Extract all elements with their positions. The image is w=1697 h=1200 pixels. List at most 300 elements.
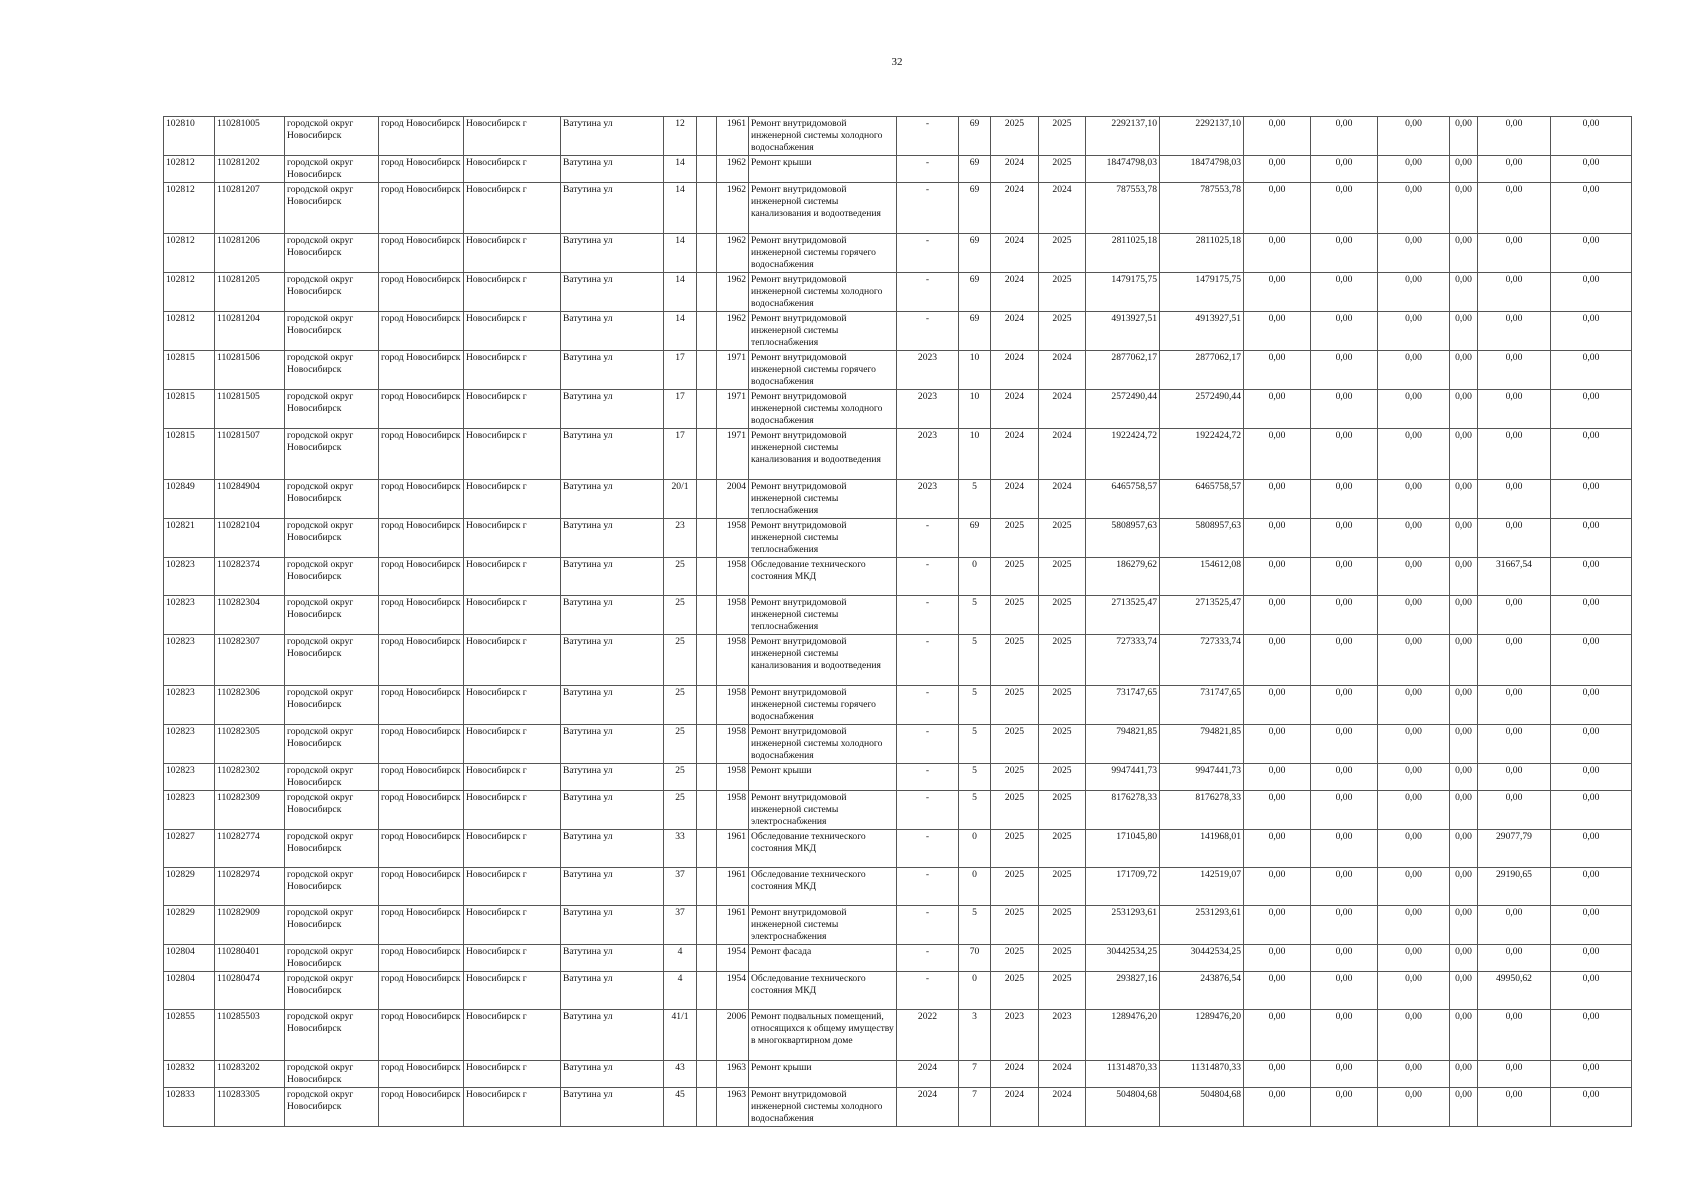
table-cell: 2292137,10 bbox=[1086, 117, 1160, 156]
table-cell bbox=[697, 480, 717, 519]
table-cell: город Новосибирск bbox=[379, 906, 464, 945]
table-cell: 787553,78 bbox=[1160, 183, 1244, 234]
table-cell: 504804,68 bbox=[1160, 1088, 1244, 1127]
table-cell: 727333,74 bbox=[1086, 635, 1160, 686]
table-cell: 0,00 bbox=[1378, 429, 1450, 480]
table-cell: 243876,54 bbox=[1160, 972, 1244, 1010]
table-cell: городской округ Новосибирск bbox=[285, 1061, 379, 1088]
table-cell: 31667,54 bbox=[1478, 558, 1551, 596]
table-cell: Ремонт крыши bbox=[749, 1061, 897, 1088]
table-cell: 0,00 bbox=[1551, 972, 1632, 1010]
table-cell: - bbox=[897, 117, 959, 156]
table-cell: 0,00 bbox=[1244, 791, 1311, 830]
table-cell: 1961 bbox=[717, 830, 749, 868]
table-cell: 25 bbox=[664, 686, 697, 725]
table-cell: 102823 bbox=[164, 596, 215, 635]
table-cell: 171045,80 bbox=[1086, 830, 1160, 868]
table-cell: 0,00 bbox=[1450, 273, 1478, 312]
table-cell: 0,00 bbox=[1478, 945, 1551, 972]
table-cell: Ватутина ул bbox=[561, 351, 664, 390]
table-cell: 0,00 bbox=[1551, 519, 1632, 558]
table-cell: 2024 bbox=[1039, 351, 1086, 390]
table-cell: 2024 bbox=[991, 234, 1039, 273]
table-cell: 102829 bbox=[164, 906, 215, 945]
table-cell: 0,00 bbox=[1378, 480, 1450, 519]
table-cell: 2024 bbox=[897, 1061, 959, 1088]
table-cell: Ремонт подвальных помещений, относящихся к общему имуществу в многоквартирном доме bbox=[749, 1010, 897, 1061]
table-cell: 0,00 bbox=[1311, 791, 1378, 830]
table-row bbox=[164, 945, 1632, 972]
table-cell: 0,00 bbox=[1244, 558, 1311, 596]
table-cell bbox=[697, 117, 717, 156]
table-cell: городской округ Новосибирск bbox=[285, 725, 379, 764]
table-cell: 0,00 bbox=[1311, 1088, 1378, 1127]
table-cell: Ремонт внутридомовой инженерной системы теплоснабжения bbox=[749, 519, 897, 558]
table-cell: городской округ Новосибирск bbox=[285, 764, 379, 791]
table-cell: 0,00 bbox=[1478, 1088, 1551, 1127]
table-cell: 186279,62 bbox=[1086, 558, 1160, 596]
table-row bbox=[164, 1088, 1632, 1127]
table-cell: 0,00 bbox=[1311, 945, 1378, 972]
table-cell: городской округ Новосибирск bbox=[285, 156, 379, 183]
table-cell: 0,00 bbox=[1450, 764, 1478, 791]
table-cell: 0,00 bbox=[1311, 972, 1378, 1010]
table-cell: 5808957,63 bbox=[1086, 519, 1160, 558]
table-cell: 0,00 bbox=[1551, 1061, 1632, 1088]
table-cell: - bbox=[897, 972, 959, 1010]
table-cell: 2024 bbox=[991, 429, 1039, 480]
table-cell bbox=[697, 972, 717, 1010]
table-cell: 2025 bbox=[1039, 519, 1086, 558]
table-cell: 0,00 bbox=[1478, 725, 1551, 764]
page-number: 32 bbox=[891, 56, 903, 68]
table-cell: 0,00 bbox=[1378, 791, 1450, 830]
table-cell: 2024 bbox=[1039, 480, 1086, 519]
table-cell: городской округ Новосибирск bbox=[285, 791, 379, 830]
table-cell: Ватутина ул bbox=[561, 558, 664, 596]
table-cell bbox=[697, 686, 717, 725]
table-cell: 2025 bbox=[1039, 945, 1086, 972]
table-cell: - bbox=[897, 945, 959, 972]
table-cell: 0,00 bbox=[1378, 1061, 1450, 1088]
table-cell: Ватутина ул bbox=[561, 234, 664, 273]
table-cell: 2024 bbox=[991, 273, 1039, 312]
table-cell: 0,00 bbox=[1478, 351, 1551, 390]
table-cell: 17 bbox=[664, 429, 697, 480]
table-cell: 2025 bbox=[991, 519, 1039, 558]
table-cell: 102812 bbox=[164, 234, 215, 273]
table-cell: 0,00 bbox=[1551, 764, 1632, 791]
table-cell: Новосибирск г bbox=[464, 830, 561, 868]
table-cell: городской округ Новосибирск bbox=[285, 351, 379, 390]
table-cell: 2292137,10 bbox=[1160, 117, 1244, 156]
table-cell: Ватутина ул bbox=[561, 906, 664, 945]
table-cell: 0,00 bbox=[1244, 725, 1311, 764]
table-cell: 794821,85 bbox=[1086, 725, 1160, 764]
table-cell: 2025 bbox=[1039, 906, 1086, 945]
table-cell: Ватутина ул bbox=[561, 635, 664, 686]
table-cell: 0,00 bbox=[1311, 273, 1378, 312]
table-cell: 2713525,47 bbox=[1086, 596, 1160, 635]
table-cell: Новосибирск г bbox=[464, 117, 561, 156]
table-cell: Новосибирск г bbox=[464, 480, 561, 519]
table-cell: 0,00 bbox=[1450, 1010, 1478, 1061]
table-cell: 0,00 bbox=[1450, 480, 1478, 519]
table-cell: 1958 bbox=[717, 558, 749, 596]
table-cell: 0,00 bbox=[1378, 830, 1450, 868]
table-cell: 110283305 bbox=[215, 1088, 285, 1127]
table-cell: - bbox=[897, 868, 959, 906]
table-cell: 0,00 bbox=[1311, 764, 1378, 791]
table-cell: 110281505 bbox=[215, 390, 285, 429]
table-cell: 69 bbox=[959, 117, 991, 156]
table-cell: 0,00 bbox=[1450, 351, 1478, 390]
table-cell: 2572490,44 bbox=[1160, 390, 1244, 429]
table-cell: 0,00 bbox=[1450, 1088, 1478, 1127]
table-cell: 2025 bbox=[991, 972, 1039, 1010]
table-cell: 0,00 bbox=[1378, 1088, 1450, 1127]
table-cell: 10 bbox=[959, 351, 991, 390]
table-cell: 141968,01 bbox=[1160, 830, 1244, 868]
table-cell: 110282305 bbox=[215, 725, 285, 764]
table-cell: 69 bbox=[959, 273, 991, 312]
table-cell: 0,00 bbox=[1478, 519, 1551, 558]
table-cell: 69 bbox=[959, 312, 991, 351]
table-cell: 0,00 bbox=[1450, 183, 1478, 234]
table-cell: 1958 bbox=[717, 791, 749, 830]
table-cell: 293827,16 bbox=[1086, 972, 1160, 1010]
table-cell: 0,00 bbox=[1378, 635, 1450, 686]
table-cell: Новосибирск г bbox=[464, 1010, 561, 1061]
table-cell: 0,00 bbox=[1450, 906, 1478, 945]
table-cell: 0,00 bbox=[1551, 596, 1632, 635]
table-cell: 0 bbox=[959, 868, 991, 906]
table-cell: 2025 bbox=[1039, 686, 1086, 725]
table-cell: Ватутина ул bbox=[561, 183, 664, 234]
table-cell bbox=[697, 830, 717, 868]
table-cell: город Новосибирск bbox=[379, 273, 464, 312]
table-cell: Обследование технического состояния МКД bbox=[749, 830, 897, 868]
table-cell: Новосибирск г bbox=[464, 390, 561, 429]
table-cell: 2025 bbox=[991, 635, 1039, 686]
table-cell: 2024 bbox=[1039, 390, 1086, 429]
table-cell: 2024 bbox=[991, 156, 1039, 183]
table-cell: Ремонт внутридомовой инженерной системы электроснабжения bbox=[749, 906, 897, 945]
table-cell: Ватутина ул bbox=[561, 725, 664, 764]
table-cell: 0,00 bbox=[1244, 480, 1311, 519]
table-cell: 0,00 bbox=[1244, 830, 1311, 868]
table-cell: 0,00 bbox=[1244, 156, 1311, 183]
table-cell: городской округ Новосибирск bbox=[285, 972, 379, 1010]
table-cell: 0,00 bbox=[1378, 596, 1450, 635]
table-cell: 0,00 bbox=[1378, 906, 1450, 945]
table-cell: 0,00 bbox=[1551, 1010, 1632, 1061]
table-row bbox=[164, 273, 1632, 312]
table-cell: Ватутина ул bbox=[561, 390, 664, 429]
table-cell: 4 bbox=[664, 945, 697, 972]
table-cell: 0,00 bbox=[1311, 1010, 1378, 1061]
table-cell: 69 bbox=[959, 234, 991, 273]
table-cell: 102823 bbox=[164, 635, 215, 686]
table-cell: 0,00 bbox=[1244, 868, 1311, 906]
table-cell: 41/1 bbox=[664, 1010, 697, 1061]
table-cell: 0,00 bbox=[1450, 596, 1478, 635]
table-cell: Ремонт крыши bbox=[749, 156, 897, 183]
table-cell: Новосибирск г bbox=[464, 764, 561, 791]
table-cell bbox=[697, 1088, 717, 1127]
table-cell: 102855 bbox=[164, 1010, 215, 1061]
table-cell: 30442534,25 bbox=[1086, 945, 1160, 972]
table-cell: 0,00 bbox=[1478, 791, 1551, 830]
table-cell: 1971 bbox=[717, 351, 749, 390]
table-cell: 14 bbox=[664, 273, 697, 312]
table-cell: - bbox=[897, 830, 959, 868]
table-cell: 5 bbox=[959, 596, 991, 635]
table-cell: город Новосибирск bbox=[379, 1088, 464, 1127]
table-cell: 110282974 bbox=[215, 868, 285, 906]
table-row bbox=[164, 234, 1632, 273]
table-cell: 2025 bbox=[991, 945, 1039, 972]
table-cell bbox=[697, 906, 717, 945]
table-cell bbox=[697, 635, 717, 686]
table-cell: 43 bbox=[664, 1061, 697, 1088]
table-cell: 17 bbox=[664, 390, 697, 429]
table-cell: 25 bbox=[664, 596, 697, 635]
table-cell: - bbox=[897, 725, 959, 764]
table-cell: 1958 bbox=[717, 725, 749, 764]
table-cell: Новосибирск г bbox=[464, 868, 561, 906]
table-row bbox=[164, 519, 1632, 558]
table-cell: город Новосибирск bbox=[379, 480, 464, 519]
table-cell: 0,00 bbox=[1450, 117, 1478, 156]
table-cell: 2025 bbox=[1039, 156, 1086, 183]
table-cell bbox=[697, 429, 717, 480]
table-cell: город Новосибирск bbox=[379, 972, 464, 1010]
table-cell: 5 bbox=[959, 906, 991, 945]
table-cell: 2025 bbox=[1039, 312, 1086, 351]
table-cell: 0,00 bbox=[1551, 558, 1632, 596]
table-cell: городской округ Новосибирск bbox=[285, 906, 379, 945]
table-cell: - bbox=[897, 686, 959, 725]
table-cell: 5 bbox=[959, 791, 991, 830]
table-cell: 2025 bbox=[1039, 972, 1086, 1010]
table-cell: город Новосибирск bbox=[379, 635, 464, 686]
table-cell: 1958 bbox=[717, 764, 749, 791]
table-cell: городской округ Новосибирск bbox=[285, 429, 379, 480]
table-cell: 0,00 bbox=[1450, 390, 1478, 429]
table-cell: 1289476,20 bbox=[1160, 1010, 1244, 1061]
table-cell: Ватутина ул bbox=[561, 596, 664, 635]
table-cell: Ремонт внутридомовой инженерной системы холодного водоснабжения bbox=[749, 273, 897, 312]
table-cell: городской округ Новосибирск bbox=[285, 868, 379, 906]
table-cell: город Новосибирск bbox=[379, 234, 464, 273]
table-cell: 29190,65 bbox=[1478, 868, 1551, 906]
table-cell: 0,00 bbox=[1551, 1088, 1632, 1127]
table-cell: 102823 bbox=[164, 725, 215, 764]
table-cell bbox=[697, 183, 717, 234]
table-cell: 0,00 bbox=[1551, 635, 1632, 686]
table-cell: город Новосибирск bbox=[379, 830, 464, 868]
table-cell: 794821,85 bbox=[1160, 725, 1244, 764]
table-cell: Ватутина ул bbox=[561, 480, 664, 519]
table-cell: 0,00 bbox=[1450, 156, 1478, 183]
table-cell: 0,00 bbox=[1478, 312, 1551, 351]
table-cell: 2025 bbox=[991, 906, 1039, 945]
table-cell: - bbox=[897, 791, 959, 830]
table-cell: 787553,78 bbox=[1086, 183, 1160, 234]
table-cell: городской округ Новосибирск bbox=[285, 183, 379, 234]
table-cell: 2025 bbox=[1039, 635, 1086, 686]
table-cell: 0,00 bbox=[1478, 764, 1551, 791]
table-cell bbox=[697, 725, 717, 764]
table-cell: 504804,68 bbox=[1086, 1088, 1160, 1127]
table-cell: 2024 bbox=[991, 1088, 1039, 1127]
table-cell: 102815 bbox=[164, 390, 215, 429]
table-cell: 110282307 bbox=[215, 635, 285, 686]
table-cell: 0,00 bbox=[1311, 686, 1378, 725]
table-cell: Новосибирск г bbox=[464, 635, 561, 686]
table-cell: 0 bbox=[959, 972, 991, 1010]
table-cell: 110282374 bbox=[215, 558, 285, 596]
table-cell: 6465758,57 bbox=[1160, 480, 1244, 519]
table-cell: Ватутина ул bbox=[561, 429, 664, 480]
table-cell: 0,00 bbox=[1450, 830, 1478, 868]
table-cell: 0,00 bbox=[1244, 1061, 1311, 1088]
table-cell: 110282774 bbox=[215, 830, 285, 868]
table-cell: 1958 bbox=[717, 686, 749, 725]
capital-repair-table bbox=[163, 116, 1632, 1127]
table-cell: 0,00 bbox=[1378, 312, 1450, 351]
table-cell: 0,00 bbox=[1551, 906, 1632, 945]
table-cell: город Новосибирск bbox=[379, 596, 464, 635]
table-cell: 0,00 bbox=[1244, 273, 1311, 312]
table-cell: 0,00 bbox=[1311, 868, 1378, 906]
table-cell: Новосибирск г bbox=[464, 596, 561, 635]
table-cell: - bbox=[897, 312, 959, 351]
table-cell: 0,00 bbox=[1244, 764, 1311, 791]
table-cell: 25 bbox=[664, 558, 697, 596]
table-cell: 1289476,20 bbox=[1086, 1010, 1160, 1061]
table-cell: Ремонт крыши bbox=[749, 764, 897, 791]
table-cell: Ремонт внутридомовой инженерной системы горячего водоснабжения bbox=[749, 234, 897, 273]
table-cell: 0,00 bbox=[1378, 117, 1450, 156]
table-cell: 2713525,47 bbox=[1160, 596, 1244, 635]
table-cell: 2025 bbox=[991, 764, 1039, 791]
table-row bbox=[164, 117, 1632, 156]
table-cell: 0,00 bbox=[1551, 156, 1632, 183]
table-cell: 0,00 bbox=[1378, 183, 1450, 234]
table-cell: город Новосибирск bbox=[379, 429, 464, 480]
table-cell: Ватутина ул bbox=[561, 1061, 664, 1088]
table-cell: 1961 bbox=[717, 906, 749, 945]
table-cell: Ватутина ул bbox=[561, 972, 664, 1010]
table-cell: 110282302 bbox=[215, 764, 285, 791]
table-cell: 9947441,73 bbox=[1086, 764, 1160, 791]
table-cell: 2024 bbox=[1039, 1061, 1086, 1088]
table-cell: 2024 bbox=[991, 480, 1039, 519]
table-cell: 0,00 bbox=[1311, 635, 1378, 686]
table-cell: 0,00 bbox=[1450, 791, 1478, 830]
table-cell: 2022 bbox=[897, 1010, 959, 1061]
table-cell: 2024 bbox=[1039, 1088, 1086, 1127]
table-cell: 102804 bbox=[164, 945, 215, 972]
table-cell: 110281507 bbox=[215, 429, 285, 480]
table-cell: 2024 bbox=[991, 351, 1039, 390]
table-row bbox=[164, 725, 1632, 764]
table-cell: городской округ Новосибирск bbox=[285, 1010, 379, 1061]
table-cell: Новосибирск г bbox=[464, 351, 561, 390]
table-cell: 102823 bbox=[164, 764, 215, 791]
table-row bbox=[164, 868, 1632, 906]
table-cell: 110282104 bbox=[215, 519, 285, 558]
table-cell: 1962 bbox=[717, 156, 749, 183]
table-cell: городской округ Новосибирск bbox=[285, 558, 379, 596]
table-cell: 1962 bbox=[717, 312, 749, 351]
table-cell: 49950,62 bbox=[1478, 972, 1551, 1010]
table-cell: Ремонт внутридомовой инженерной системы холодного водоснабжения bbox=[749, 390, 897, 429]
table-cell: город Новосибирск bbox=[379, 791, 464, 830]
table-cell: 2024 bbox=[991, 183, 1039, 234]
table-cell: 102812 bbox=[164, 156, 215, 183]
table-cell: Новосибирск г bbox=[464, 725, 561, 764]
table-cell: 0,00 bbox=[1551, 312, 1632, 351]
table-cell: Обследование технического состояния МКД bbox=[749, 868, 897, 906]
table-cell: 1971 bbox=[717, 429, 749, 480]
table-cell: город Новосибирск bbox=[379, 725, 464, 764]
table-cell: городской округ Новосибирск bbox=[285, 390, 379, 429]
table-cell: 0,00 bbox=[1551, 351, 1632, 390]
table-cell: 1961 bbox=[717, 868, 749, 906]
table-cell: 110280474 bbox=[215, 972, 285, 1010]
table-cell: 0,00 bbox=[1378, 390, 1450, 429]
table-cell: 5 bbox=[959, 635, 991, 686]
table-cell: 102812 bbox=[164, 273, 215, 312]
table-cell: 1958 bbox=[717, 635, 749, 686]
table-cell bbox=[697, 868, 717, 906]
table-cell: 0,00 bbox=[1478, 906, 1551, 945]
table-cell: 2025 bbox=[1039, 725, 1086, 764]
table-cell: 110281204 bbox=[215, 312, 285, 351]
table-cell: 1922424,72 bbox=[1160, 429, 1244, 480]
table-cell: 1958 bbox=[717, 519, 749, 558]
table-cell: 0,00 bbox=[1478, 686, 1551, 725]
table-cell: 0,00 bbox=[1450, 868, 1478, 906]
table-cell: 14 bbox=[664, 234, 697, 273]
table-cell: 25 bbox=[664, 764, 697, 791]
table-cell bbox=[697, 945, 717, 972]
table-cell: городской округ Новосибирск bbox=[285, 519, 379, 558]
table-cell bbox=[697, 519, 717, 558]
table-cell: Ремонт внутридомовой инженерной системы канализования и водоотведения bbox=[749, 429, 897, 480]
table-cell: 1963 bbox=[717, 1088, 749, 1127]
table-cell: 0,00 bbox=[1478, 117, 1551, 156]
table-cell: 0,00 bbox=[1450, 1061, 1478, 1088]
table-cell: 2811025,18 bbox=[1086, 234, 1160, 273]
table-cell: 2877062,17 bbox=[1086, 351, 1160, 390]
table-cell: город Новосибирск bbox=[379, 519, 464, 558]
table-cell: 14 bbox=[664, 312, 697, 351]
table-cell: Обследование технического состояния МКД bbox=[749, 558, 897, 596]
table-cell: 1962 bbox=[717, 273, 749, 312]
table-cell: 0,00 bbox=[1551, 480, 1632, 519]
table-cell: 727333,74 bbox=[1160, 635, 1244, 686]
table-cell: 2025 bbox=[991, 117, 1039, 156]
table-cell: 2572490,44 bbox=[1086, 390, 1160, 429]
table-cell bbox=[697, 312, 717, 351]
table-cell: 102833 bbox=[164, 1088, 215, 1127]
table-cell: Ремонт внутридомовой инженерной системы холодного водоснабжения bbox=[749, 117, 897, 156]
table-cell: 0,00 bbox=[1551, 183, 1632, 234]
